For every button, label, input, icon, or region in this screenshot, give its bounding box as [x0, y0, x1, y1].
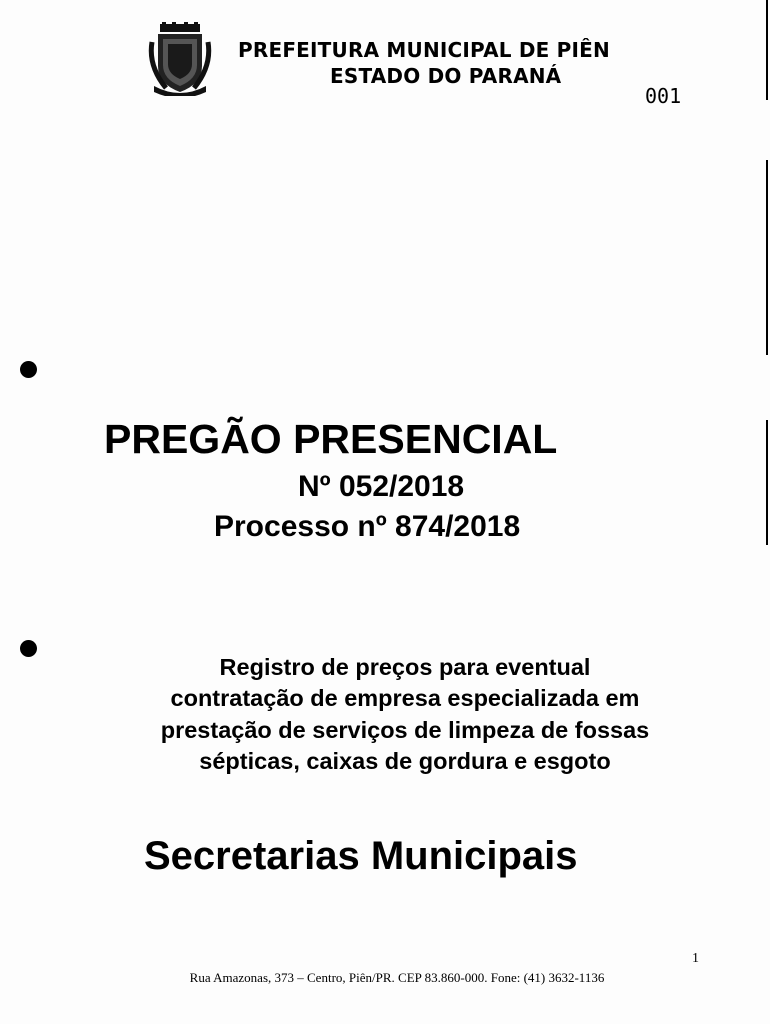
- description-line: Registro de preços para eventual: [219, 654, 591, 680]
- description-line: prestação de serviços de limpeza de fossas: [160, 717, 650, 743]
- document-title: PREGÃO PRESENCIAL: [104, 416, 558, 462]
- scan-edge-line: [766, 420, 768, 545]
- sheet-number-stamp: 001: [645, 84, 682, 108]
- footer-address: Rua Amazonas, 373 – Centro, Piên/PR. CEP 83.860-000. Fone: (41) 3632-1136: [189, 970, 605, 985]
- description-line: contratação de empresa especializada em: [170, 685, 640, 711]
- description-line: sépticas, caixas de gordura e esgoto: [199, 748, 611, 774]
- scan-edge-line: [766, 160, 768, 355]
- bid-number: Nº 052/2018: [298, 470, 465, 503]
- scan-edge-line: [766, 0, 768, 100]
- page-number: 1: [692, 951, 699, 966]
- process-number: Processo nº 874/2018: [214, 510, 521, 543]
- header-municipality: PREFEITURA MUNICIPAL DE PIÊN: [238, 38, 610, 62]
- punch-hole: [20, 361, 37, 378]
- punch-hole: [20, 640, 37, 657]
- header-state: ESTADO DO PARANÁ: [330, 64, 562, 88]
- municipal-crest-icon: [146, 22, 214, 96]
- department-heading: Secretarias Municipais: [144, 834, 578, 878]
